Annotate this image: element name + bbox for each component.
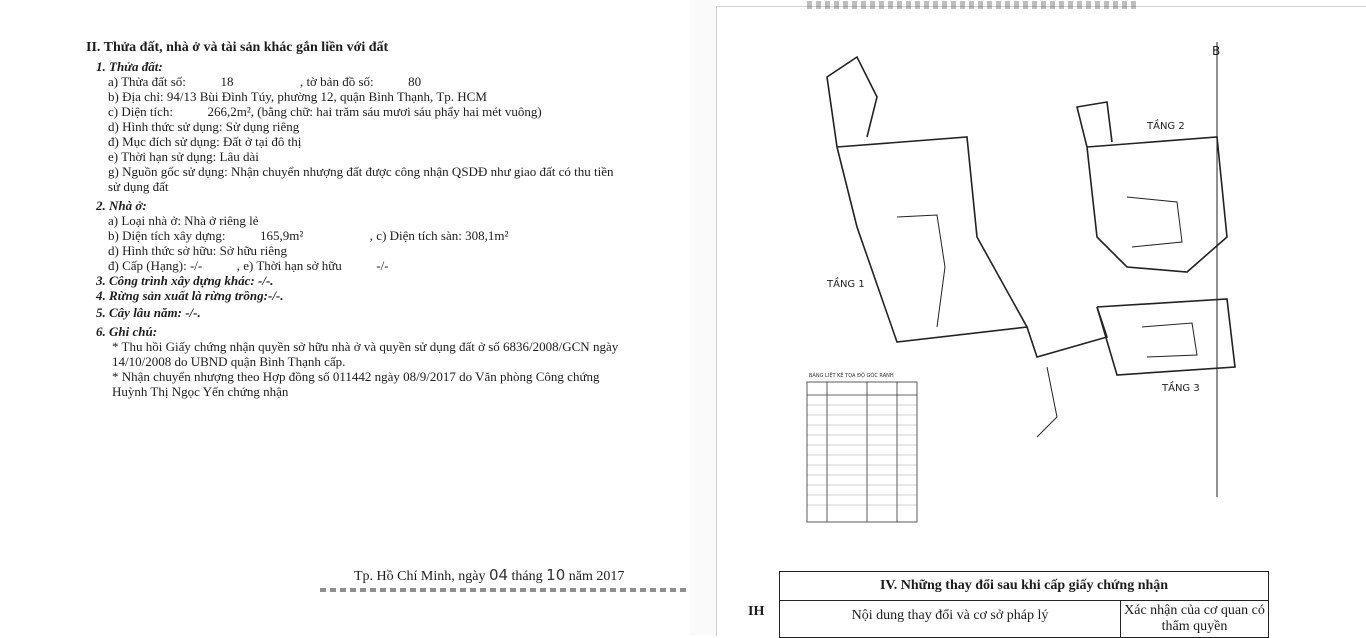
map-label: , tờ bản đồ số: [299, 74, 374, 89]
area-line [108, 104, 646, 119]
note-item: * Nhận chuyển nhượng theo Hợp đồng số 011442 ngày 08/9/2017 do Văn phòng Công chứng Huỳnh Thị Ngọc Yến chứng nhận [112, 369, 600, 399]
floor2-inner [1127, 197, 1182, 247]
corridor [1027, 307, 1107, 357]
lane [1037, 367, 1057, 437]
usage-purpose-line: đ) Mục đích sử dụng: Đất ở tại đô thị [108, 134, 302, 149]
grade-line [108, 258, 646, 273]
north-label: B [1212, 44, 1221, 58]
floor-area-label: , c) Diện tích sàn: [369, 228, 462, 243]
term-label: , e) Thời hạn sở hữu [236, 258, 342, 273]
grade-label: đ) Cấp (Hạng): [108, 258, 187, 273]
date-month-label: tháng [511, 569, 543, 584]
origin-line: g) Nguồn gốc sử dụng: Nhận chuyển nhượng đất được công nhận QSDĐ như giao đất có thu tiền sử dụng đất [108, 164, 614, 194]
changes-table-header-row [780, 601, 1268, 637]
floor2-outline [1087, 137, 1227, 272]
floor1-inner [897, 215, 945, 327]
term-value: -/- [376, 258, 389, 273]
floor-plan-diagram [797, 37, 1357, 537]
changes-table [779, 571, 1269, 638]
parcel-number: 18 [220, 74, 234, 89]
section-title: II. Thửa đất, nhà ở và tài sản khác gắn liền với đất [86, 40, 389, 55]
land-info-section [86, 40, 646, 399]
usage-term-line: e) Thời hạn sử dụng: Lâu dài [108, 149, 259, 164]
notes-heading: 6. Ghi chú: [96, 324, 158, 339]
land-heading: 1. Thửa đất: [96, 59, 163, 74]
changes-col-content: Nội dung thay đổi và cơ sở pháp lý [780, 601, 1121, 637]
build-area-line [108, 228, 646, 243]
coordinate-table-title: BẢNG LIỆT KÊ TỌA ĐỘ GÓC RANH [809, 373, 894, 379]
floor2-top [1077, 102, 1112, 147]
house-type-line: a) Loại nhà ở: Nhà ở riêng lẻ [108, 213, 259, 228]
area-label: c) Diện tích: [108, 104, 173, 119]
parcel-label: a) Thửa đất số: [108, 74, 186, 89]
floor1-neighbor [827, 57, 877, 147]
address-line: b) Địa chỉ: 94/13 Bùi Đình Túy, phường 12, quận Bình Thạnh, Tp. HCM [108, 89, 487, 104]
floor2-label: TẦNG 2 [1147, 121, 1185, 132]
map-number: 80 [408, 74, 422, 89]
cropped-header-strip [807, 1, 1137, 9]
floor3-inner [1142, 323, 1197, 357]
note-item: * Thu hồi Giấy chứng nhận quyền sở hữu nhà ở và quyền sử dụng đất ở số 6836/2008/GCN ngày 14/10/2008 do UBND quận Bình Thạnh cấp. [112, 339, 619, 369]
page-gap [690, 0, 716, 635]
forest-line: 4. Rừng sản xuất là rừng trồng:-/-. [96, 288, 284, 303]
floor3-outline [1097, 299, 1235, 375]
other-works: 3. Công trình xây dựng khác: -/-. [96, 273, 274, 288]
signing-date [354, 566, 624, 585]
grade-value: -/- [189, 258, 203, 273]
perennial-line: 5. Cây lâu năm: -/-. [96, 305, 201, 320]
changes-table-title: IV. Những thay đổi sau khi cấp giấy chứng nhận [780, 572, 1268, 601]
date-month: 10 [546, 566, 566, 584]
changes-col-confirmation: Xác nhận của cơ quan có thẩm quyền [1124, 603, 1265, 634]
floor1-label: TẦNG 1 [827, 279, 865, 290]
floor3-label: TẦNG 3 [1162, 383, 1200, 394]
coordinate-table [807, 382, 917, 522]
usage-form-line: d) Hình thức sử dụng: Sử dụng riêng [108, 119, 300, 134]
build-area-label: b) Diện tích xây dựng: [108, 228, 226, 243]
ownership-line: d) Hình thức sở hữu: Sở hữu riêng [108, 243, 287, 258]
certificate-right-page [716, 6, 1366, 636]
date-day: 04 [488, 566, 509, 584]
area-value: 266,2m², (bằng chữ: hai trăm sáu mươi sáu phẩy hai mét vuông) [207, 104, 542, 119]
build-area-value: 165,9m² [260, 228, 304, 243]
house-heading: 2. Nhà ở: [96, 198, 147, 213]
cropped-text-strip [320, 588, 690, 592]
date-place: Tp. Hồ Chí Minh, ngày [354, 569, 486, 584]
floor1-outline [837, 137, 1027, 342]
parcel-line [108, 74, 646, 89]
side-mark: IH [748, 604, 765, 619]
date-year: năm 2017 [568, 569, 625, 584]
floor-area-value: 308,1m² [465, 228, 509, 243]
